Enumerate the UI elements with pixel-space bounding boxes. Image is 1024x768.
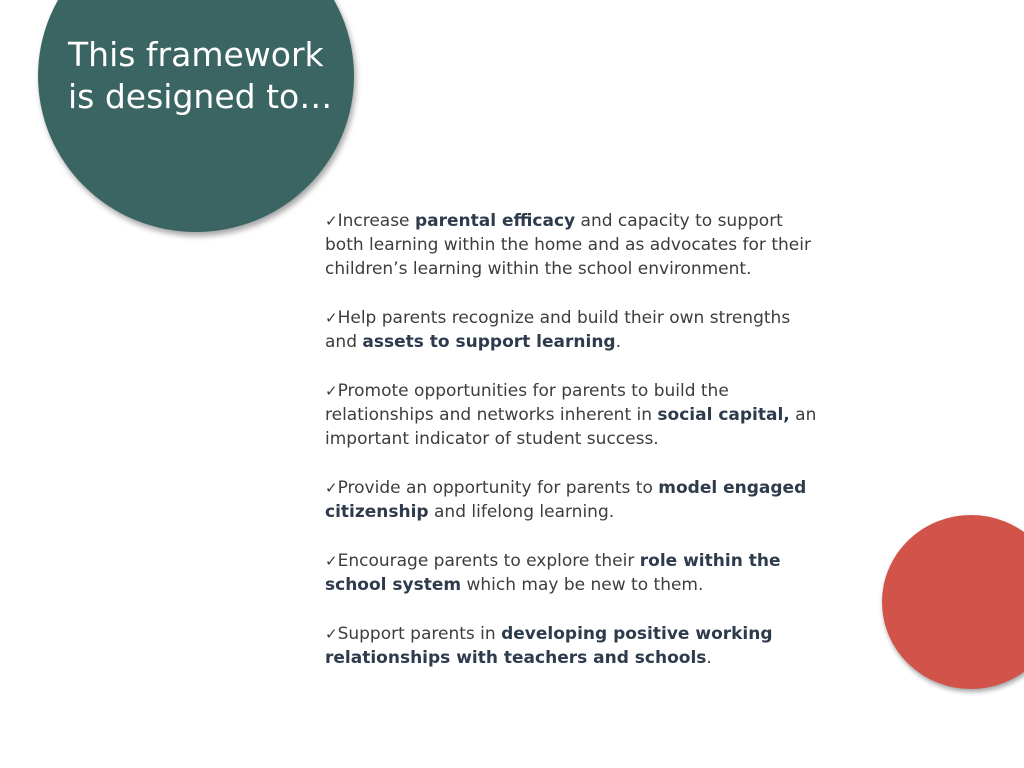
checkmark-icon: ✓ bbox=[325, 625, 338, 643]
bullet-text: which may be new to them. bbox=[461, 575, 704, 595]
checkmark-icon: ✓ bbox=[325, 552, 338, 570]
bullet-text: and capacity to support both learning within the home and as advocates for their children’s learning within the school environment. bbox=[325, 211, 811, 279]
bullet-text: . bbox=[615, 332, 622, 352]
accent-circle bbox=[882, 515, 1024, 689]
bullet-item bbox=[325, 549, 825, 597]
bullet-text: and lifelong learning. bbox=[428, 502, 615, 522]
bullet-item bbox=[325, 209, 825, 281]
bullet-item bbox=[325, 306, 825, 354]
bullet-emphasis: parental efficacy bbox=[414, 211, 576, 231]
bullet-text: Increase bbox=[337, 211, 415, 231]
bullet-text: an important indicator of student success. bbox=[325, 405, 817, 449]
bullet-emphasis: social capital, bbox=[657, 405, 790, 425]
bullet-text: . bbox=[706, 648, 712, 668]
checkmark-icon: ✓ bbox=[325, 212, 338, 230]
bullet-text: Promote opportunities for parents to build the relationships and networks inherent in bbox=[325, 381, 729, 425]
bullet-text: Support parents in bbox=[337, 624, 502, 644]
slide-title bbox=[68, 34, 348, 118]
slide-title-line-1: This framework bbox=[68, 35, 324, 74]
slide-title-line-2: is designed to… bbox=[68, 77, 333, 116]
bullet-text: Provide an opportunity for parents to bbox=[337, 478, 659, 498]
bullet-text: Help parents recognize and build their own strengths and bbox=[325, 308, 791, 352]
bullet-emphasis: assets to support learning bbox=[362, 332, 616, 352]
bullet-item bbox=[325, 622, 825, 670]
bullet-item bbox=[325, 379, 825, 451]
bullet-emphasis: role within the school system bbox=[325, 551, 781, 595]
bullet-text: Encourage parents to explore their bbox=[337, 551, 640, 571]
bullet-emphasis: model engaged citizenship bbox=[325, 478, 807, 522]
bullet-item bbox=[325, 476, 825, 524]
checkmark-icon: ✓ bbox=[325, 309, 338, 327]
checkmark-icon: ✓ bbox=[325, 382, 338, 400]
bullet-emphasis: developing positive working relationships with teachers and schools bbox=[325, 624, 773, 668]
checkmark-icon: ✓ bbox=[325, 479, 338, 497]
bullet-list bbox=[325, 209, 825, 695]
